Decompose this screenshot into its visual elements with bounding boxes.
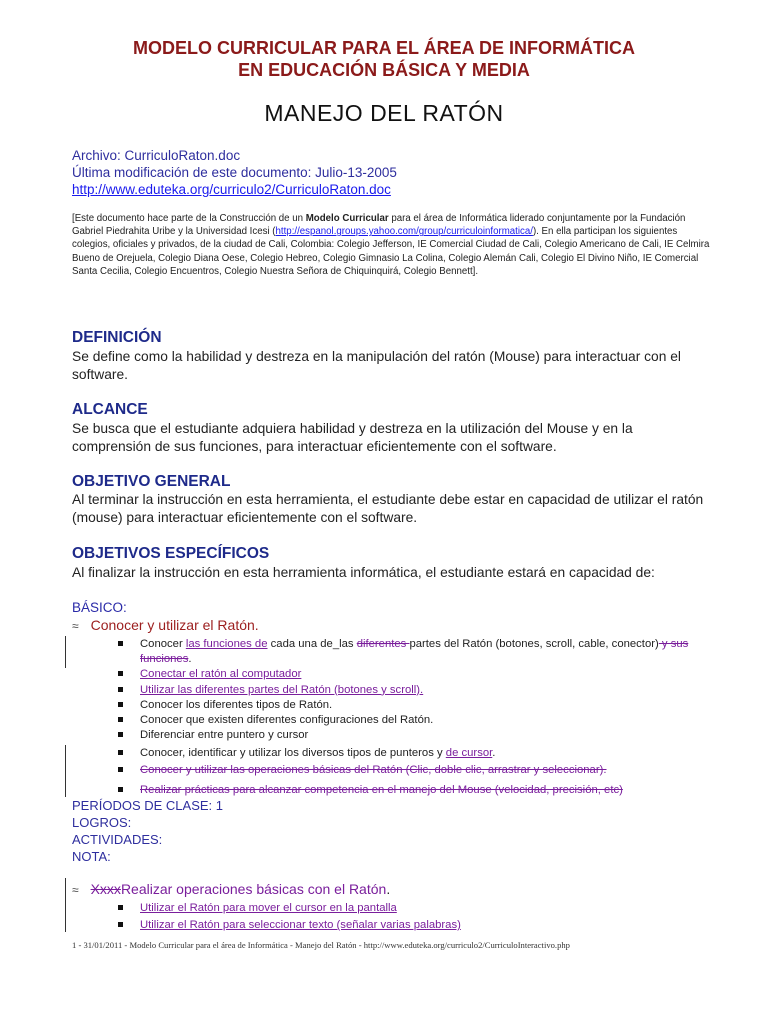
square-bullet-icon (118, 787, 123, 792)
square-bullet-icon (118, 905, 123, 910)
document-heading-line2: EN EDUCACIÓN BÁSICA Y MEDIA (238, 60, 530, 80)
last-modified: Última modificación de este documento: Julio-13-2005 (72, 165, 397, 180)
list-item: Conectar el ratón al computador (118, 667, 718, 682)
section-heading-alcance: ALCANCE (72, 401, 148, 418)
section-heading-objetivo-general: OBJETIVO GENERAL (72, 473, 231, 490)
context-note (72, 212, 712, 278)
list-item: Conocer y utilizar las operaciones básicas del Ratón (Clic, doble clic, arrastrar y seleccionar). (118, 763, 718, 778)
list-item: Realizar prácticas para alcanzar competencia en el manejo del Mouse (velocidad, precisión, etc) (118, 783, 718, 798)
section-heading-definicion: DEFINICIÓN (72, 329, 162, 346)
square-bullet-icon (118, 717, 123, 722)
approx-bullet-icon: ≈ (72, 883, 79, 897)
note-text-3: ). En ella participan los siguientes colegios, oficiales y privados, de la ciudad de Cali, Colombia: Colegio Jefferson, IE Comercial Ciudad de Cali, Colegio Americano de Cali, IE Celmira Bueno de Orejuela, Colegio Diana Oese, Colegio Hebreo, Colegio Gimnasio La Colina, Colegio Alemán Cali, Colegio El Divino Niño, IE Comercial Santa Cecilia, Colegio Encuentros, Colegio Nuestra Señora de Chiquinquirá, Colegio Bennett]. (72, 226, 710, 277)
approx-bullet-icon: ≈ (72, 619, 79, 633)
list-item: Utilizar las diferentes partes del Ratón (botones y scroll). (118, 683, 718, 698)
section-text-alcance: Se busca que el estudiante adquiera habilidad y destreza en la utilización del Mouse y en la comprensión de sus funciones, para interactuar eficientemente con el software. (72, 421, 633, 454)
list-item: Conocer, identificar y utilizar los diversos tipos de punteros y de cursor. (118, 746, 718, 761)
note-bold: Modelo Curricular (305, 213, 389, 224)
square-bullet-icon (118, 922, 123, 927)
objective-item-1 (72, 616, 259, 635)
change-bar (65, 745, 66, 797)
list-item: Conocer que existen diferentes configuraciones del Ratón. (118, 713, 718, 728)
objective-item-2: ≈ XxxxRealizar operaciones básicas con el Ratón. (72, 881, 391, 897)
section-text-objetivo-general: Al terminar la instrucción en esta herramienta, el estudiante debe estar en capacidad de utilizar el ratón (mouse) para interactuar eficientemente con el software. (72, 492, 704, 525)
basico-bullet-list (118, 637, 718, 798)
list-item: Conocer las funciones de cada una de_las diferentes partes del Ratón (botones, scroll, cable, conector) y sus funciones. (118, 637, 718, 667)
square-bullet-icon (118, 750, 123, 755)
basico-bullet-list-2 (118, 901, 718, 933)
actividades-label: ACTIVIDADES: (72, 832, 163, 847)
objective-item-1-text: Conocer y utilizar el Ratón. (90, 617, 259, 633)
document-url-line (72, 181, 391, 198)
logros-label: LOGROS: (72, 815, 132, 830)
periodos-label: PERÍODOS DE CLASE: 1 (72, 798, 223, 813)
page-title: MANEJO DEL RATÓN (264, 100, 504, 126)
group-link[interactable]: http://espanol.groups.yahoo.com/group/curriculoinformatica/ (275, 226, 533, 238)
objective-item-2-text: Realizar operaciones básicas con el Ratón (120, 881, 387, 897)
document-heading-line1: MODELO CURRICULAR PARA EL ÁREA DE INFORMÁTICA (133, 38, 635, 58)
square-bullet-icon (118, 702, 123, 707)
basico-label: BÁSICO: (72, 600, 127, 615)
file-name: Archivo: CurriculoRaton.doc (72, 148, 241, 163)
section-text-objetivos-especificos: Al finalizar la instrucción en esta herramienta informática, el estudiante estará en capacidad de: (72, 565, 655, 580)
list-item: Utilizar el Ratón para seleccionar texto (señalar varias palabras) (118, 918, 718, 933)
section-text-definicion: Se define como la habilidad y destreza en la manipulación del ratón (Mouse) para interactuar con el software. (72, 349, 681, 382)
note-text-2: para el área de Informática liderado conjuntamente por la Fundación Gabriel Piedrahita Uribe y la Universidad Icesi ( (72, 213, 686, 238)
note-text-1: [Este documento hace parte de la Construcción de un (72, 213, 306, 224)
square-bullet-icon (118, 641, 123, 646)
document-url-link[interactable]: http://www.eduteka.org/curriculo2/CurriculoRaton.doc (72, 182, 391, 197)
change-bar (65, 878, 66, 932)
change-bar (65, 636, 66, 668)
page-footer: 1 - 31/01/2011 - Modelo Curricular para el área de Informática - Manejo del Ratón - http://www.eduteka.org/curriculo2/CurriculoInteractivo.php (72, 940, 570, 950)
section-heading-objetivos-especificos: OBJETIVOS ESPECÍFICOS (72, 545, 270, 562)
square-bullet-icon (118, 687, 123, 692)
nota-label: NOTA: (72, 849, 111, 864)
list-item: Utilizar el Ratón para mover el cursor en la pantalla (118, 901, 718, 916)
list-item: Diferenciar entre puntero y cursor (118, 728, 718, 743)
square-bullet-icon (118, 732, 123, 737)
square-bullet-icon (118, 671, 123, 676)
square-bullet-icon (118, 767, 123, 772)
list-item: Conocer los diferentes tipos de Ratón. (118, 698, 718, 713)
